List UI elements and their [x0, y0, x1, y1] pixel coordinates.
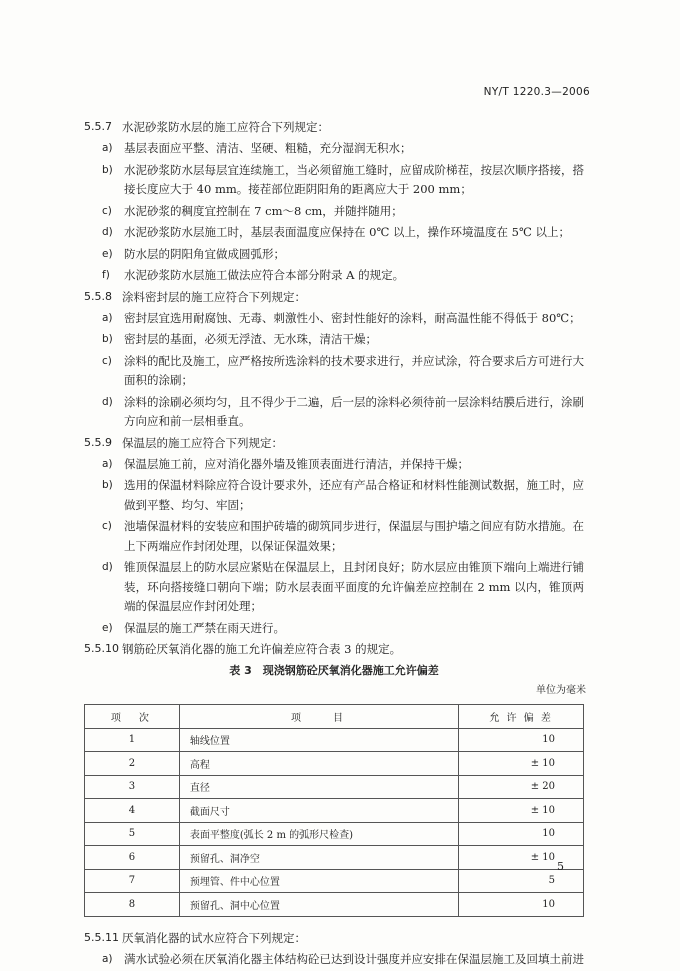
table-row: [85, 752, 584, 776]
section-heading: [84, 929, 584, 947]
list-item: [102, 161, 584, 200]
table-cell-no: 3: [85, 775, 180, 799]
table-row: [85, 775, 584, 799]
list-item-marker: c): [102, 520, 112, 532]
table-cell-no: 2: [85, 752, 180, 776]
list-item-text: 涂料的配比及施工，应严格按所选涂料的技术要求进行，并应试涂，符合要求后方可进行大面积的涂刷；: [124, 353, 584, 387]
header-item-no: 项 次: [85, 705, 180, 729]
section-title: 钢筋砼厌氧消化器的施工允许偏差应符合表 3 的规定。: [122, 642, 402, 656]
header-item: 项 目: [179, 705, 458, 729]
list-item: [102, 558, 584, 617]
list-item-marker: b): [102, 163, 113, 176]
list-item-marker: f): [102, 269, 110, 281]
list-item: [102, 352, 584, 391]
list-item: [102, 266, 584, 286]
section-number: 5.5.11: [84, 930, 119, 944]
list-item: [102, 309, 584, 329]
list-item-marker: b): [102, 333, 113, 345]
table-row: [85, 728, 584, 752]
section-heading: [84, 288, 584, 306]
table-cell-no: 8: [85, 893, 180, 917]
table-body: [85, 728, 584, 916]
table-cell-tolerance: ± 10: [459, 752, 584, 776]
table-unit: 单位为毫米: [536, 685, 586, 696]
table-cell-no: 1: [85, 728, 180, 752]
table-row: [85, 893, 584, 917]
table-cell-tolerance: 10: [459, 822, 584, 846]
table-row: [85, 822, 584, 846]
list-item-text: 锥顶保温层上的防水层应紧贴在保温层上，且封闭良好；防水层应由锥顶下端向上端进行铺装，环向搭接缝口朝向下端；防水层表面平面度的允许偏差应控制在 2 mm 以内，锥顶两端的保温层应作封闭处理；: [124, 560, 584, 613]
list-item-marker: d): [102, 561, 113, 573]
table-cell-no: 7: [85, 869, 180, 893]
list-item: [102, 619, 584, 639]
list-item-text: 池墙保温材料的安装应和围护砖墙的砌筑同步进行，保温层与围护墙之间应有防水措施。在上下两端应作封闭处理，以保证保温效果；: [124, 519, 584, 553]
section-heading: [84, 118, 584, 136]
list-item-text: 选用的保温材料除应符合设计要求外，还应有产品合格证和材料性能测试数据，施工时，应做到平整、均匀、牢固；: [124, 478, 584, 512]
after-table-section: [84, 929, 584, 970]
list-item: [102, 517, 584, 556]
list-item-text: 涂料的涂刷必须均匀，且不得少于二遍，后一层的涂料必须待前一层涂料结膜后进行，涂刷方向应和前一层相垂直。: [124, 394, 584, 428]
table-cell-tolerance: 10: [459, 893, 584, 917]
list-item: [102, 202, 584, 222]
list-item-marker: c): [102, 204, 112, 217]
table-cell-no: 5: [85, 822, 180, 846]
list-item-marker: c): [102, 354, 112, 367]
list-item-text: 基层表面应平整、清洁、坚硬、粗糙，充分湿润无积水；: [124, 141, 412, 155]
list-item-marker: a): [102, 142, 113, 154]
list-item-marker: b): [102, 479, 113, 491]
list-item-text: 防水层的阴阳角宜做成圆弧形；: [124, 246, 285, 261]
header-tolerance: 允 许 偏 差: [459, 705, 584, 729]
table-cell-item: 预留孔、洞净空: [179, 846, 458, 870]
list-item-text: 满水试验必须在厌氧消化器主体结构砼已达到设计强度并应安排在保温层施工及回填土前进: [124, 951, 584, 966]
list-item-text: 保温层施工前，应对消化器外墙及锥顶表面进行清洁，并保持干燥；: [124, 456, 469, 471]
table-cell-tolerance: 5: [459, 869, 584, 893]
section-title: 保温层的施工应符合下列规定：: [122, 435, 283, 450]
section-number: 5.5.9: [84, 435, 112, 449]
list-item-marker: d): [102, 226, 113, 238]
section-number: 5.5.8: [84, 289, 112, 303]
table-cell-tolerance: ± 10: [459, 846, 584, 870]
list-item: [102, 245, 584, 265]
list-item-text: 密封层的基面，必须无浮渣、无水珠，清洁干燥；: [124, 332, 377, 346]
list-item: [102, 950, 584, 970]
section-title: 厌氧消化器的试水应符合下列规定：: [122, 930, 306, 945]
section-number: 5.5.10: [84, 642, 119, 655]
list-item-text: 水泥砂浆防水层每层宜连续施工，当必须留施工缝时，应留成阶梯茬，按层次顺序搭接，搭接长度应大于 40 mm。接茬部位距阴阳角的距离应大于 200 mm；: [124, 162, 584, 196]
list-item-marker: e): [102, 247, 113, 260]
list-item-text: 密封层宜选用耐腐蚀、无毒、刺激性小、密封性能好的涂料，耐高温性能不得低于 80℃；: [124, 310, 581, 325]
list-item: [102, 223, 584, 243]
section-number: 5.5.7: [84, 120, 112, 133]
table-cell-item: 轴线位置: [179, 728, 458, 752]
table-cell-item: 直径: [179, 775, 458, 799]
sections-container: [84, 118, 584, 658]
section-title: 水泥砂浆防水层的施工应符合下列规定：: [122, 120, 329, 134]
list-item-marker: e): [102, 621, 113, 634]
list-item-text: 保温层的施工严禁在雨天进行。: [124, 620, 285, 635]
table-cell-item: 预埋管、件中心位置: [179, 869, 458, 893]
table-cell-item: 表面平整度(弧长 2 m 的弧形尺检查): [179, 822, 458, 846]
list-item-marker: a): [102, 952, 113, 965]
list-item: [102, 476, 584, 515]
list-item-text: 水泥砂浆防水层施工时，基层表面温度应保持在 0℃ 以上，操作环境温度在 5℃ 以上；: [124, 225, 570, 239]
table-cell-tolerance: 10: [459, 728, 584, 752]
table-cell-tolerance: ± 20: [459, 775, 584, 799]
list-item-text: 水泥砂浆的稠度宜控制在 7 cm～8 cm，并随拌随用；: [124, 203, 403, 218]
section-title: 涂料密封层的施工应符合下列规定：: [122, 289, 306, 304]
table-row: [85, 869, 584, 893]
tolerance-table: [84, 704, 584, 917]
table-cell-no: 4: [85, 799, 180, 823]
list-item-marker: a): [102, 457, 113, 470]
table-title: 表 3 现浇钢筋砼厌氧消化器施工允许偏差: [229, 664, 439, 677]
list-item-marker: d): [102, 395, 113, 408]
page-content: [84, 118, 584, 971]
list-item: [102, 139, 584, 159]
table-cell-no: 6: [85, 846, 180, 870]
table-cell-item: 截面尺寸: [179, 799, 458, 823]
list-item: [102, 330, 584, 350]
table-cell-tolerance: ± 10: [459, 799, 584, 823]
table-cell-item: 高程: [179, 752, 458, 776]
section-heading: [84, 434, 584, 452]
section-heading: [84, 640, 584, 658]
table-header-row: [85, 705, 584, 729]
list-item: [102, 393, 584, 432]
list-item-marker: a): [102, 311, 113, 324]
table-row: [85, 799, 584, 823]
list-item: [102, 455, 584, 475]
list-item-text: 水泥砂浆防水层施工做法应符合本部分附录 A 的规定。: [124, 268, 405, 282]
page-number: 5: [557, 860, 564, 873]
table-cell-item: 预留孔、洞中心位置: [179, 893, 458, 917]
table-row: [85, 846, 584, 870]
standard-code: NY/T 1220.3—2006: [483, 86, 590, 98]
